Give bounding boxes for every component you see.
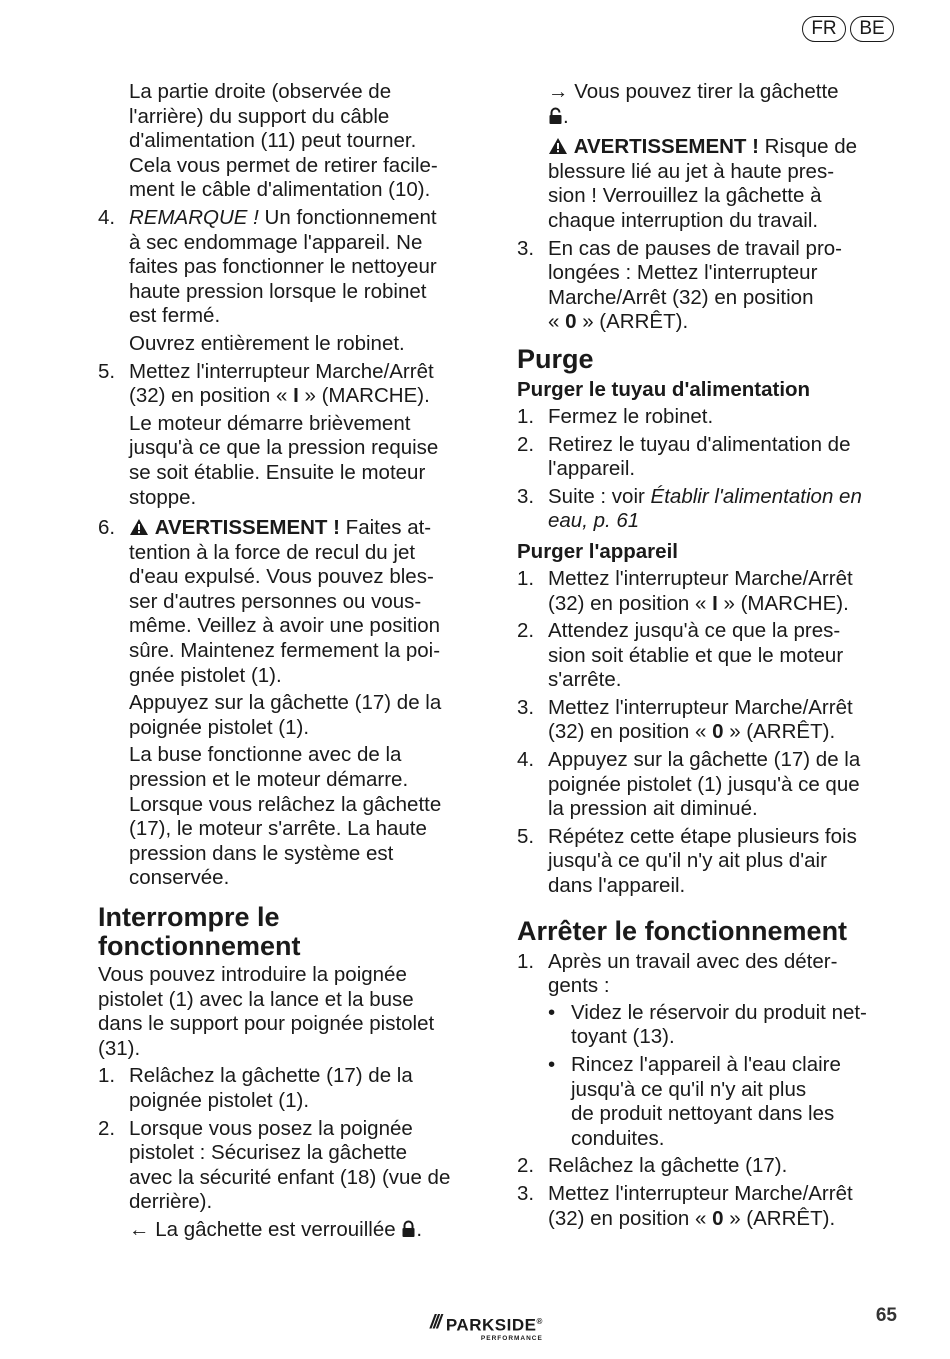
right-steps <box>517 237 897 335</box>
stop-step-2: 2. Relâchez la gâchette (17). <box>517 1154 788 1178</box>
stop-bullet-1: • Videz le réservoir du produit net- toyant (13). <box>548 1000 867 1049</box>
purge-hose-step-2: 2. Retirez le tuyau d'alimentation de l'appareil. <box>517 432 851 481</box>
step-4-extra: Ouvrez entièrement le robinet. <box>129 331 405 355</box>
arrow-left-icon: ← <box>129 1217 150 1241</box>
page-number: 65 <box>875 1305 897 1326</box>
interrupt-step-2: 2. Lorsque vous posez la poignée pistolet : Sécurisez la gâchette avec la sécurité enfant (18) (vue de derrière). ← La gâchette est verrouillée . <box>98 1117 478 1243</box>
right-column <box>517 80 897 1234</box>
interrupt-step-1: 1. Relâchez la gâchette (17) de la poignée pistolet (1). <box>98 1064 413 1112</box>
logo-brand: PARKSIDE® <box>445 1315 543 1335</box>
remark-label: REMARQUE ! <box>129 205 259 229</box>
locked-result: ← La gâchette est verrouillée . <box>129 1217 423 1241</box>
language-badges <box>802 16 894 42</box>
logo-subtitle: PERFORMANCE <box>480 1334 543 1342</box>
parkside-logo <box>430 1312 543 1343</box>
purge-device-step-5: 5. Répétez cette étape plusieurs fois jusqu'à ce qu'il n'y ait plus d'air dans l'appareil. <box>517 824 857 898</box>
section-title-purge: Purge <box>517 343 594 374</box>
warning-label: AVERTISSEMENT ! <box>573 135 759 159</box>
stop-step-1: 1. Après un travail avec des déter- gents : • Videz le réservoir du produit net- toyant (13). • Rincez l'appareil à l'eau claire jusqu'à ce qu'il n'y ait plus de produit nettoyant dans les conduites. <box>517 950 897 1152</box>
stop-step-3: 3. Mettez l'interrupteur Marche/Arrêt (32) en position « 0 » (ARRÊT). <box>517 1181 853 1230</box>
cross-reference-link[interactable]: eau, p. 61 <box>548 509 640 533</box>
interrupt-intro: Vous pouvez introduire la poignée pistolet (1) avec la lance et la buse dans le support pour poignée pistolet (31). <box>98 963 435 1060</box>
stop-bullet-2: • Rincez l'appareil à l'eau claire jusqu'à ce qu'il n'y ait plus de produit nettoyant dans les conduites. <box>548 1053 841 1150</box>
padlock-open-icon <box>548 107 563 125</box>
step-5: 5. Mettez l'interrupteur Marche/Arrêt (32) en position « I » (MARCHE). Le moteur démarre brièvement jusqu'à ce que la pression requise se soit établie. Ensuite le moteur stoppe. <box>98 359 439 509</box>
padlock-closed-icon <box>401 1220 416 1238</box>
unlock-result: → Vous pouvez tirer la gâchette . <box>548 80 839 128</box>
step-3: 3. En cas de pauses de travail pro- longées : Mettez l'interrupteur Marche/Arrêt (32) en position « 0 » (ARRÊT). <box>517 236 842 334</box>
steps-list <box>98 206 478 891</box>
subtitle-purge-hose: Purger le tuyau d'alimentation <box>517 377 811 401</box>
purge-hose-step-3: 3. Suite : voir Établir l'alimentation en eau, p. 61 <box>517 484 862 533</box>
purge-device-step-4: 4. Appuyez sur la gâchette (17) de la poignée pistolet (1) jusqu'à ce que la pression ait diminué. <box>517 748 861 821</box>
cross-reference-link[interactable]: Établir l'alimentation en <box>650 484 862 508</box>
purge-device-step-1: 1. Mettez l'interrupteur Marche/Arrêt (32) en position « I » (MARCHE). <box>517 566 853 615</box>
subtitle-purge-device: Purger l'appareil <box>517 539 678 563</box>
warning-label: AVERTISSEMENT ! <box>154 516 340 540</box>
section-title-stop: Arrêter le fonctionnement <box>517 915 848 946</box>
arrow-right-icon: → <box>548 80 569 103</box>
right-warning: AVERTISSEMENT ! Risque de blessure lié au jet à haute pres- sion ! Verrouillez la gâchette à chaque interruption du travail. <box>548 135 857 232</box>
badge-be: BE <box>850 16 894 42</box>
purge-device-steps <box>517 567 897 899</box>
warning-triangle-icon <box>548 137 568 155</box>
purge-hose-steps <box>517 405 897 534</box>
step-6: 6. AVERTISSEMENT ! Faites at- tention à la force de recul du jet d'eau expulsé. Vous pouvez bles- ser d'autres personnes ou vous- même. Veillez à avoir une position sûre. Maintenez fermement la poi- gnée pistolet (1). Appuyez sur la gâchette (17) de la poignée pistolet (1). La buse fonctionne avec de la pression et le moteur démarre. Lorsque vous relâchez la gâchette (17), le moteur s'arrête. La haute pression dans le système est conservée. <box>98 516 442 890</box>
step-4: 4. REMARQUE ! Un fonctionnement à sec endommage l'appareil. Ne faites pas fonctionner le nettoyeur haute pression lorsque le robinet est fermé. Ouvrez entièrement le robinet. <box>98 206 478 357</box>
interrupt-steps <box>98 1064 478 1242</box>
stop-steps <box>517 950 897 1232</box>
left-column <box>98 80 478 1246</box>
stop-bullets <box>548 1001 897 1152</box>
purge-hose-step-1: 1. Fermez le robinet. <box>517 404 714 428</box>
purge-device-step-3: 3. Mettez l'interrupteur Marche/Arrêt (32) en position « 0 » (ARRÊT). <box>517 695 853 744</box>
section-title-interrupt: Interrompre le fonctionnement <box>98 902 301 961</box>
intro-paragraph: La partie droite (observée de l'arrière) du support du câble d'alimentation (11) peut tourner. Cela vous permet de retirer facile- ment le câble d'alimentation (10). <box>129 80 438 202</box>
logo-slashes: /// <box>430 1312 440 1333</box>
badge-fr: FR <box>802 16 846 42</box>
warning-triangle-icon <box>129 518 149 536</box>
purge-device-step-2: 2. Attendez jusqu'à ce que la pres- sion soit établie et que le moteur s'arrête. <box>517 619 844 692</box>
